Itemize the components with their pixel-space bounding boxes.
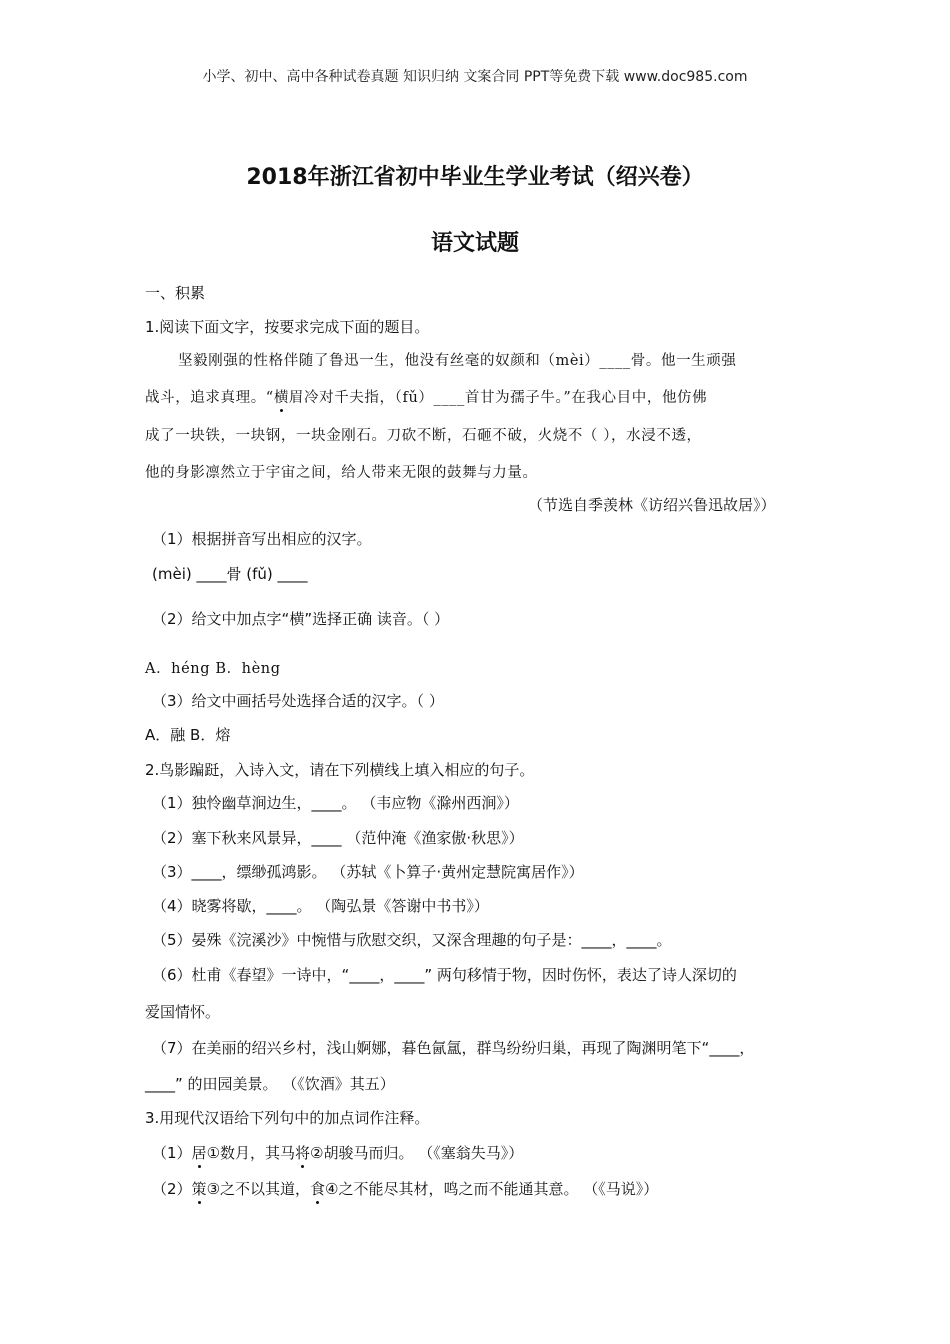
q1-sub1-answer-line: (mèi) ____骨 (fǔ) ____ bbox=[152, 565, 308, 583]
dotted-char-si: 食 bbox=[310, 1180, 326, 1198]
page-header: 小学、初中、高中各种试卷真题 知识归纳 文案合同 PPT等免费下载 www.doc985.com bbox=[202, 69, 748, 85]
exam-subtitle: 语文试题 bbox=[430, 231, 519, 256]
q3-sub2: （2）策③之不以其道，食④之不能尽其材，鸣之而不能通其意。 （《马说》） bbox=[152, 1180, 659, 1198]
passage-source: （节选自季羡林《访绍兴鲁迅故居》） bbox=[528, 496, 776, 514]
q2-sub2: （2）塞下秋来风景异，____ （范仲淹《渔家傲·秋思》） bbox=[152, 829, 524, 847]
q2-sub1: （1）独怜幽草涧边生，____。 （韦应物《滁州西涧》） bbox=[152, 794, 519, 812]
q1-sub2: （2）给文中加点字“横”选择正确 读音。（ ） bbox=[152, 610, 450, 628]
q1-sub3-options: A．融 B．熔 bbox=[145, 726, 231, 744]
section-heading: 一、积累 bbox=[145, 284, 206, 302]
question-2-prompt: 2.鸟影蹁跹，入诗入文，请在下列横线上填入相应的句子。 bbox=[145, 761, 535, 779]
q2-sub6: （6）杜甫《春望》一诗中，“____，____” 两句移情于物，因时伤怀，表达了诗人深切的 bbox=[152, 966, 737, 984]
exam-title: 2018年浙江省初中毕业生学业考试（绍兴卷） bbox=[246, 165, 704, 190]
q2-sub3: （3）____，缥缈孤鸿影。 （苏轼《卜算子·黄州定慧院寓居作》） bbox=[152, 863, 584, 881]
passage-line-4: 他的身影凛然立于宇宙之间，给人带来无限的鼓舞与力量。 bbox=[145, 465, 538, 481]
q2-sub6-cont: 爱国情怀。 bbox=[145, 1003, 221, 1021]
dotted-char-ce: 策 bbox=[191, 1180, 207, 1198]
dotted-char-heng: 横 bbox=[273, 390, 289, 406]
q1-sub2-options: A．héng B．hèng bbox=[145, 661, 281, 677]
q1-sub1: （1）根据拼音写出相应的汉字。 bbox=[152, 530, 372, 548]
dotted-char-ju: 居 bbox=[191, 1144, 207, 1162]
q1-sub3: （3）给文中画括号处选择合适的汉字。（ ） bbox=[152, 692, 444, 710]
dotted-char-jiang: 将 bbox=[295, 1144, 311, 1162]
passage-line-2: 战斗，追求真理。“横眉冷对千夫指，（fǔ）____首甘为孺子牛。”在我心目中，他仿佛 bbox=[145, 390, 708, 406]
q2-sub7: （7）在美丽的绍兴乡村，浅山婀娜，暮色氤氲，群鸟纷纷归巢，再现了陶渊明笔下“____， bbox=[152, 1039, 755, 1057]
q2-sub5: （5）晏殊《浣溪沙》中惋惜与欣慰交织，又深含理趣的句子是：____，____。 bbox=[152, 931, 672, 949]
question-3-prompt: 3.用现代汉语给下列句中的加点词作注释。 bbox=[145, 1109, 430, 1127]
q3-sub1: （1）居①数月，其马将②胡骏马而归。 （《塞翁失马》） bbox=[152, 1144, 524, 1162]
question-1-prompt: 1.阅读下面文字，按要求完成下面的题目。 bbox=[145, 318, 430, 336]
q2-sub4: （4）晓雾将歇，____。 （陶弘景《答谢中书书》） bbox=[152, 897, 489, 915]
passage-line-3: 成了一块铁，一块钢，一块金刚石。刀砍不断，石砸不破，火烧不（ ），水浸不透， bbox=[145, 428, 702, 444]
q2-sub7-cont: ____” 的田园美景。 （《饮酒》其五） bbox=[145, 1075, 395, 1093]
passage-line-1: 坚毅刚强的性格伴随了鲁迅一生，他没有丝毫的奴颜和（mèi）____骨。他一生顽强 bbox=[178, 353, 737, 369]
